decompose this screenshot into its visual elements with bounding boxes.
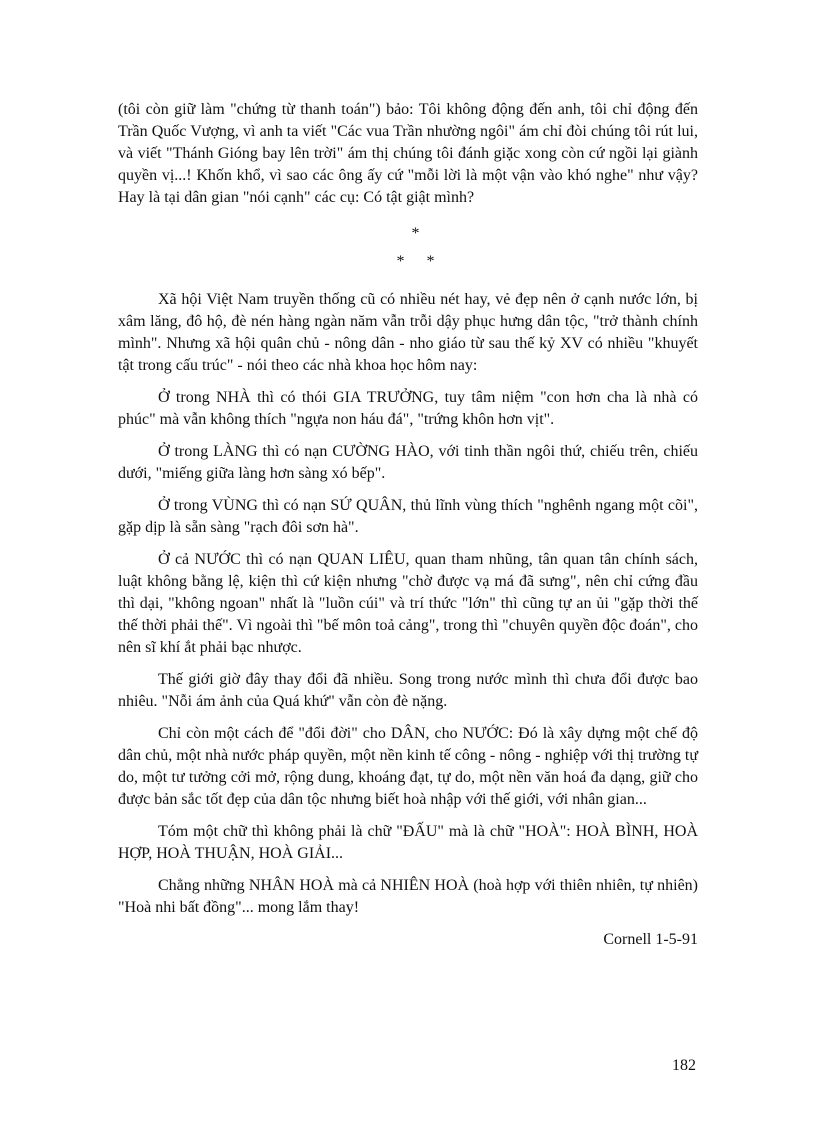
paragraph-village-tyranny: Ở trong LÀNG thì có nạn CƯỜNG HÀO, với tinh thần ngôi thứ, chiếu trên, chiếu dưới, "miếng giữa làng hơn sàng xó bếp". (118, 443, 698, 482)
paragraph-world-changes: Thế giới giờ đây thay đổi đã nhiều. Song trong nước mình thì chưa đổi được bao nhiêu. "Nỗi ám ảnh của Quá khứ" vẫn còn đè nặng. (118, 671, 698, 710)
section-break-asterisk: * (411, 225, 420, 242)
section-break-asterisks: * * (396, 253, 435, 270)
paragraph-way-forward: Chỉ còn một cách để "đổi đời" cho DÂN, cho NƯỚC: Đó là xây dựng một chế độ dân chủ, một nhà nước pháp quyền, một nền kinh tế công - nông - nghiệp với thị trường tự do, một tư tưởng cởi mở, rộng dung, khoáng đạt, tự do, một nền văn hoá đa dạng, giữ cho được bản sắc tốt đẹp của dân tộc nhưng biết hoà nhập với thế giới, với nhân gian... (118, 725, 698, 808)
signature-place-date: Cornell 1-5-91 (603, 931, 698, 948)
paragraph-human-nature-harmony: Chẳng những NHÂN HOÀ mà cả NHIÊN HOÀ (hoà hợp với thiên nhiên, tự nhiên) "Hoà nhi bất đồng"... mong lắm thay! (118, 877, 698, 916)
page-content (118, 99, 698, 951)
page-number: 182 (672, 1057, 696, 1074)
paragraph-home-patriarchy: Ở trong NHÀ thì có thói GIA TRƯỞNG, tuy tâm niệm "con hơn cha là nhà có phúc" mà vẫn không thích "ngựa non háu đá", "trứng khôn hơn vịt". (118, 389, 698, 428)
paragraph-traditional-society: Xã hội Việt Nam truyền thống cũ có nhiều nét hay, vẻ đẹp nên ở cạnh nước lớn, bị xâm lăng, đô hộ, đè nén hàng ngàn năm vẫn trỗi dậy phục hưng dân tộc, "trở thành chính mình". Nhưng xã hội quân chủ - nông dân - nho giáo từ sau thế kỷ XV có nhiều "khuyết tật trong cấu trúc" - nói theo các nhà khoa học hôm nay: (118, 291, 698, 374)
opening-paragraph: (tôi còn giữ làm "chứng từ thanh toán") bảo: Tôi không động đến anh, tôi chỉ động đến Trần Quốc Vượng, vì anh ta viết "Các vua Trần nhường ngôi" ám chỉ đòi chúng tôi rút lui, và viết "Thánh Gióng bay lên trời" ám thị chúng tôi đánh giặc xong còn cứ ngồi lại giành quyền vị...! Khốn khổ, vì sao các ông ấy cứ "mỗi lời là một vận vào khó nghe" như vậy? Hay là tại dân gian "nói cạnh" các cụ: Có tật giật mình? (118, 101, 698, 206)
paragraph-nation-bureaucracy: Ở cả NƯỚC thì có nạn QUAN LIÊU, quan tham nhũng, tân quan tân chính sách, luật không bằng lệ, kiện thì cứ kiện nhưng "chờ được vạ má đã sưng", nên chỉ cứng đầu thì dại, "không ngoan" nhất là "luồn cúi" và trí thức "lớn" thì cũng tự an ủi "gặp thời thế thế thời phải thế". Vì ngoài thì "bế môn toả cảng", trong thì "chuyên quyền độc đoán", cho nên sĩ khí ắt phải bạc nhược. (118, 551, 698, 656)
paragraph-region-warlords: Ở trong VÙNG thì có nạn SỨ QUÂN, thủ lĩnh vùng thích "nghênh ngang một cõi", gặp dịp là sẵn sàng "rạch đôi sơn hà". (118, 497, 698, 536)
paragraph-harmony: Tóm một chữ thì không phải là chữ "ĐẤU" mà là chữ "HOÀ": HOÀ BÌNH, HOÀ HỢP, HOÀ THUẬN, HOÀ GIẢI... (118, 823, 698, 862)
